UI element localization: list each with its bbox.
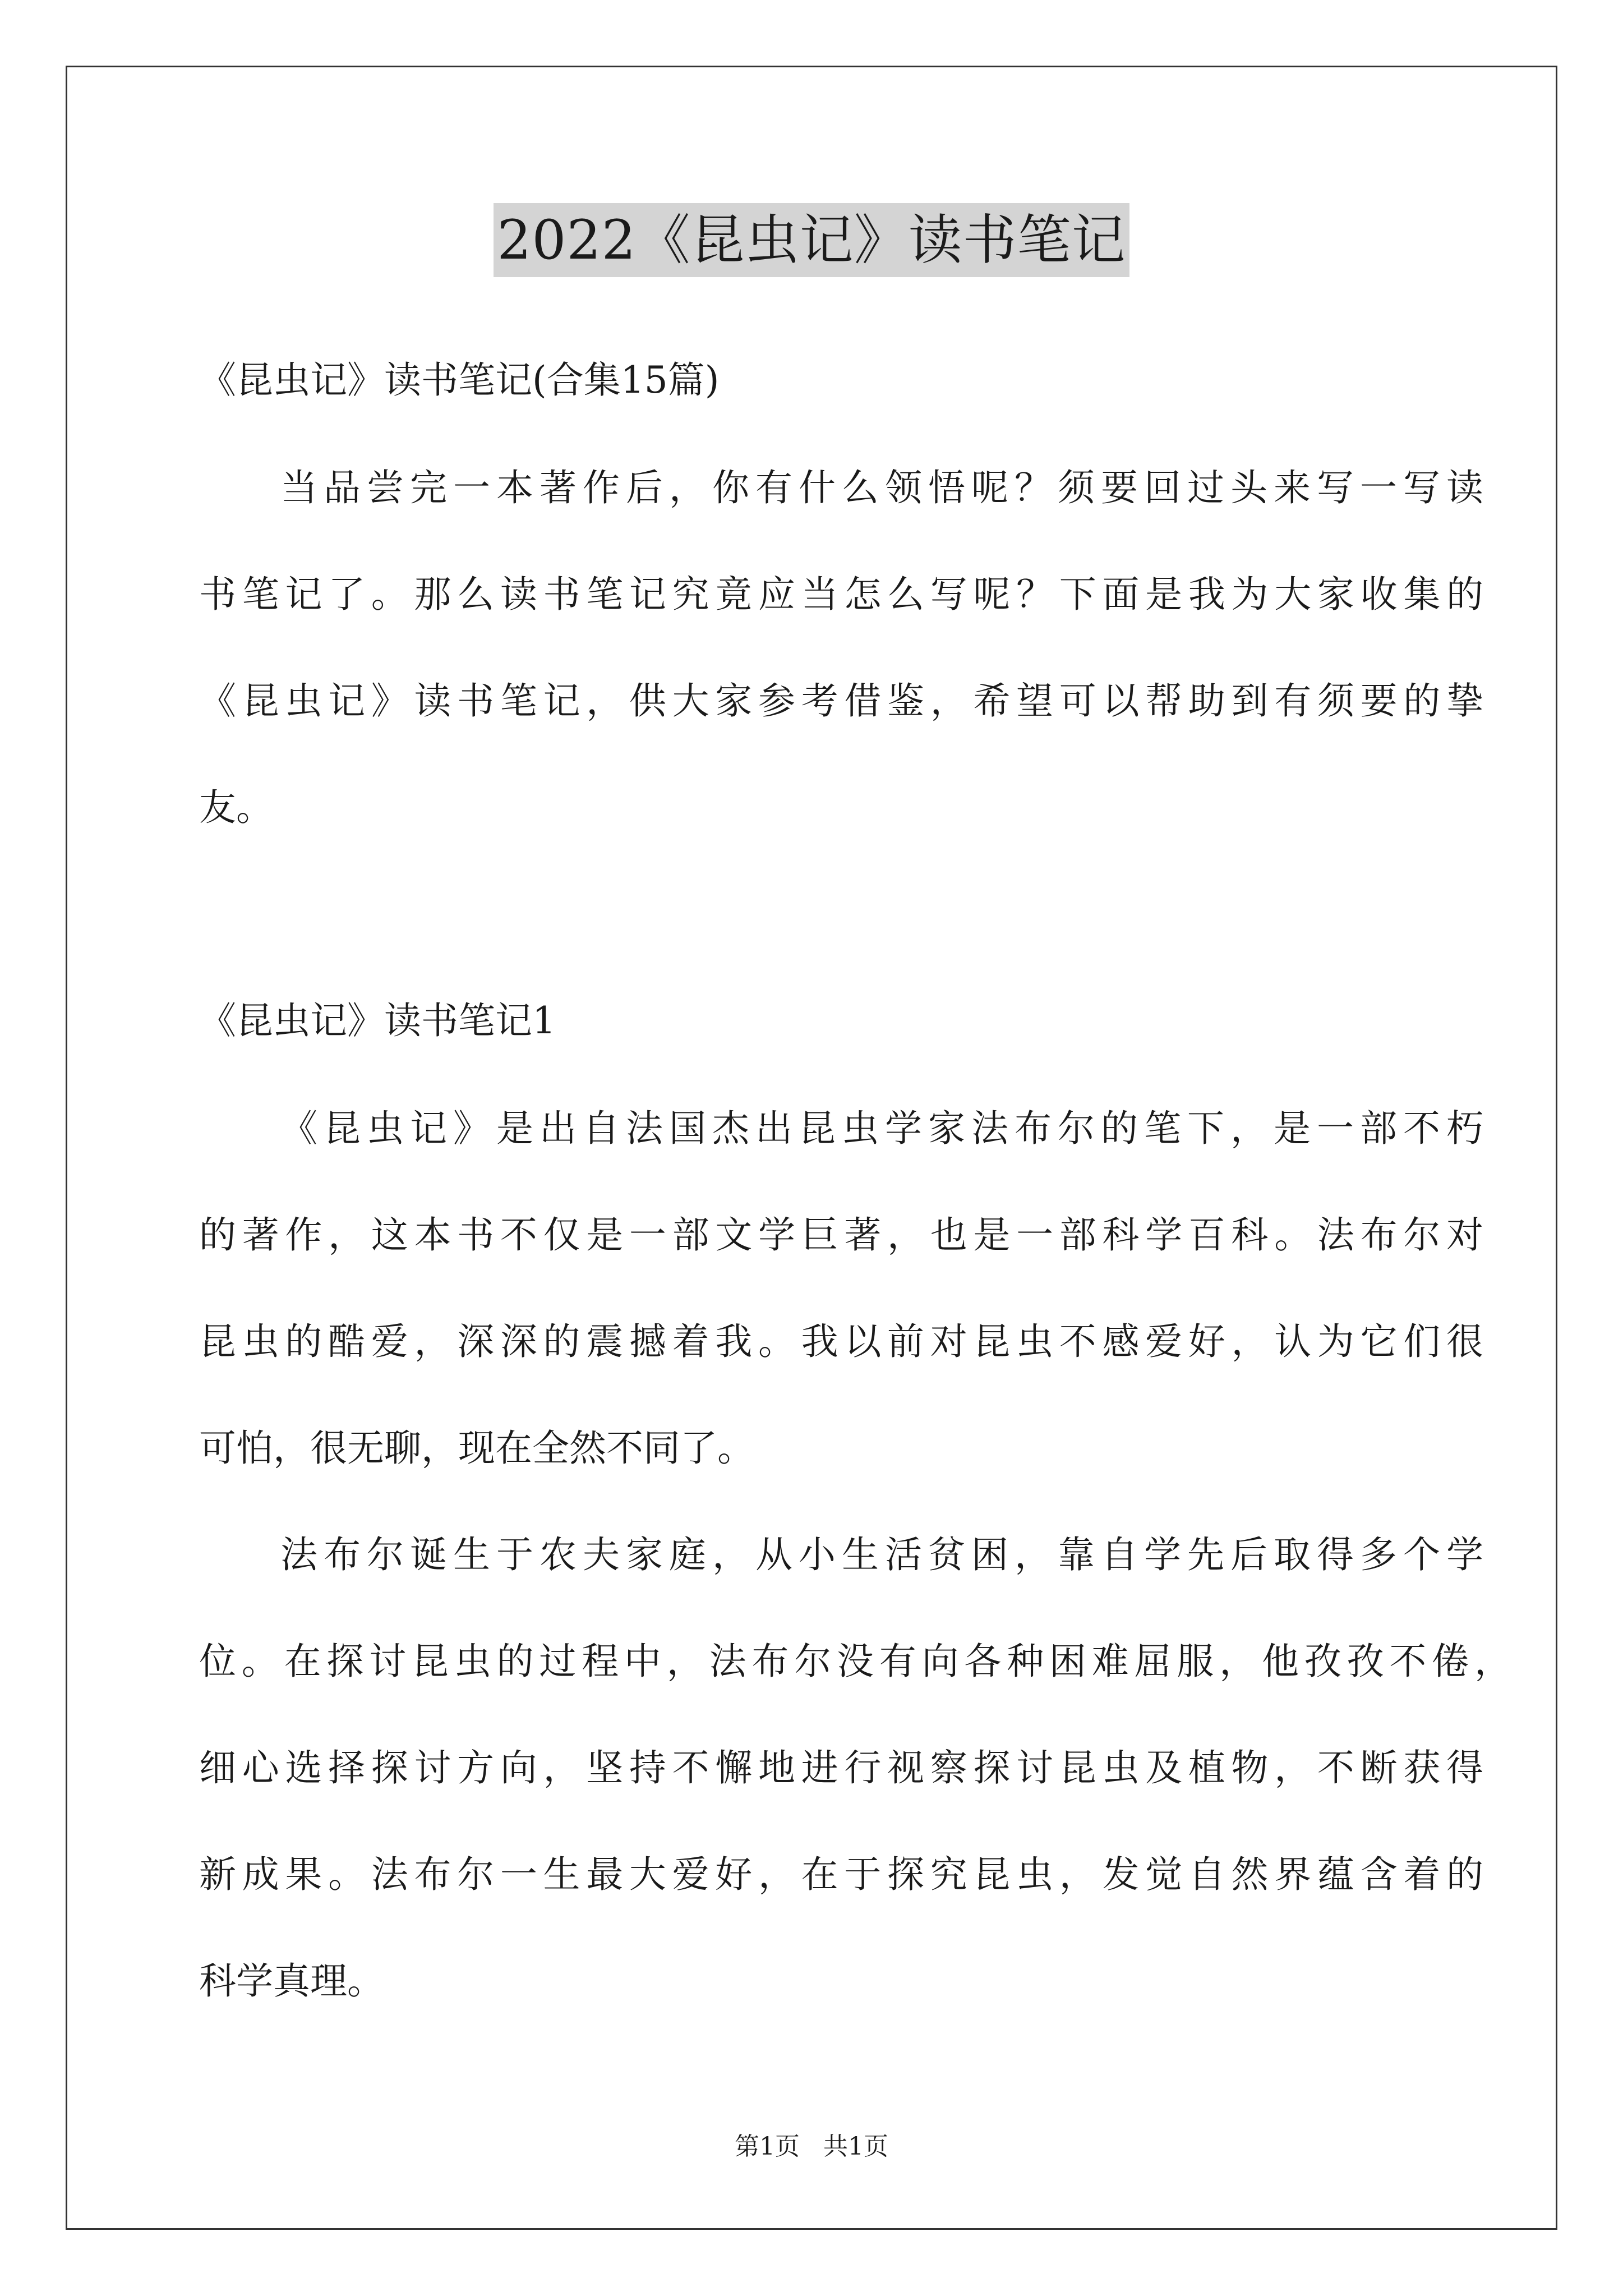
page-number: 第1页 bbox=[735, 2132, 800, 2161]
para2-line-5: 科学真理。 bbox=[199, 1959, 384, 2003]
para2-line-4: 新成果。法布尔一生最大爱好，在于探究昆虫，发觉自然界蕴含着的 bbox=[199, 1853, 1483, 1896]
intro-line-2: 书笔记了。那么读书笔记究竟应当怎么写呢？下面是我为大家收集的 bbox=[199, 573, 1483, 616]
section-heading: 《昆虫记》读书笔记1 bbox=[199, 999, 556, 1042]
title-container bbox=[0, 203, 1623, 277]
document-subtitle: 《昆虫记》读书笔记(合集15篇) bbox=[199, 358, 720, 402]
intro-line-1: 当品尝完一本著作后，你有什么领悟呢？须要回过头来写一写读 bbox=[280, 466, 1483, 509]
para1-line-2: 的著作，这本书不仅是一部文学巨著，也是一部科学百科。法布尔对 bbox=[199, 1213, 1483, 1257]
para2-line-3: 细心选择探讨方向，坚持不懈地进行视察探讨昆虫及植物，不断获得 bbox=[199, 1746, 1483, 1789]
para1-line-1: 《昆虫记》是出自法国杰出昆虫学家法布尔的笔下，是一部不朽 bbox=[280, 1107, 1483, 1150]
document-title: 2022《昆虫记》读书笔记 bbox=[494, 203, 1129, 277]
page-total: 共1页 bbox=[823, 2132, 888, 2161]
page-footer bbox=[0, 2130, 1623, 2164]
para1-line-3: 昆虫的酷爱，深深的震撼着我。我以前对昆虫不感爱好，认为它们很 bbox=[199, 1320, 1483, 1363]
para2-line-2: 位。在探讨昆虫的过程中，法布尔没有向各种困难屈服，他孜孜不倦， bbox=[199, 1640, 1511, 1683]
para2-line-1: 法布尔诞生于农夫家庭，从小生活贫困，靠自学先后取得多个学 bbox=[280, 1533, 1483, 1576]
intro-line-4: 友。 bbox=[199, 786, 273, 829]
para1-line-4: 可怕，很无聊，现在全然不同了。 bbox=[199, 1427, 754, 1470]
intro-line-3: 《昆虫记》读书笔记，供大家参考借鉴，希望可以帮助到有须要的挚 bbox=[199, 679, 1483, 723]
